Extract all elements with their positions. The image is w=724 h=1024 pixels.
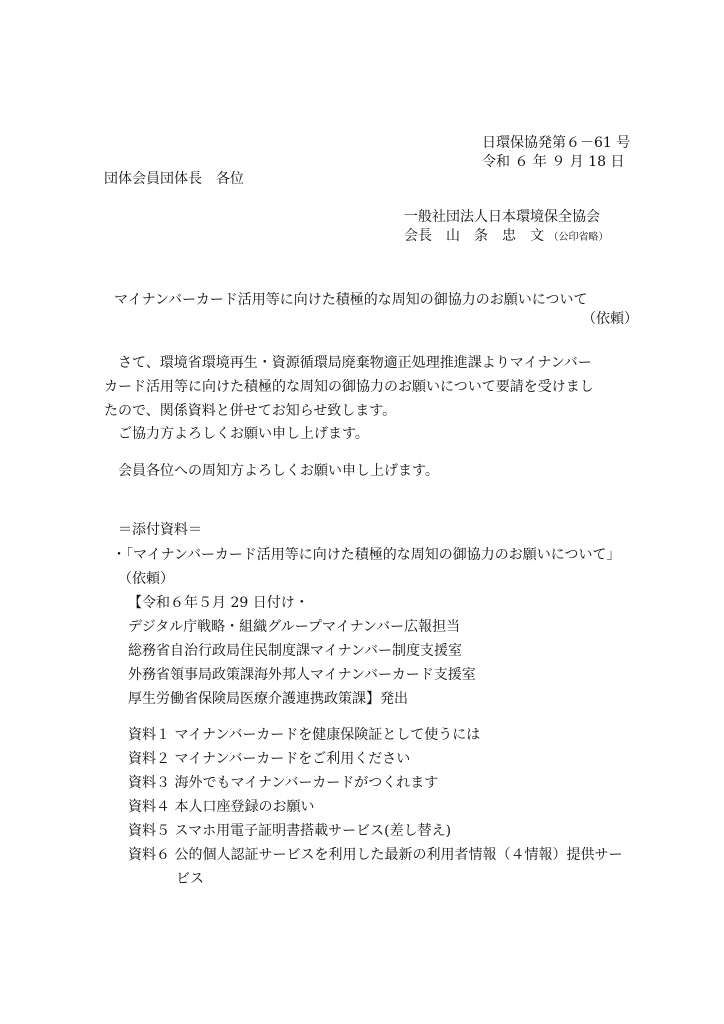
document-title: マイナンバーカード活用等に向けた積極的な周知の御協力のお願いについて <box>114 292 588 308</box>
attachment-line: 【令和６年５月 29 日付け・ <box>128 595 309 611</box>
material-text: マイナンバーカードをご利用ください <box>174 751 411 767</box>
material-text: スマホ用電子証明書搭載サービス(差し替え) <box>174 823 452 839</box>
body-line: たので、関係資料と併せてお知らせ致します。 <box>104 403 397 419</box>
material-text: 公的個人認証サービスを利用した最新の利用者情報（４情報）提供サー <box>174 847 623 863</box>
material-item <box>128 748 410 768</box>
recipient: 団体会員団体長 各位 <box>104 171 244 187</box>
attachments-header: ＝添付資料＝ <box>118 522 202 538</box>
sender-organization: 一般社団法人日本環境保全協会 <box>404 209 600 225</box>
material-label: 資料５ <box>128 823 170 839</box>
body-line: カード活用等に向けた積極的な周知の御協力のお願いについて要請を受けまし <box>104 379 594 395</box>
attachment-line: （依頼） <box>118 571 174 587</box>
material-label: 資料１ <box>128 727 170 743</box>
seal-note: （公印省略） <box>548 232 609 243</box>
sender-signature <box>404 225 608 245</box>
material-item <box>128 724 480 744</box>
attachment-line: ・「マイナンバーカード活用等に向けた積極的な周知の御協力のお願いについて」 <box>112 547 621 563</box>
material-item <box>128 796 314 816</box>
document-title-suffix: （依頼） <box>582 311 638 327</box>
material-text: 海外でもマイナンバーカードがつくれます <box>174 775 439 791</box>
material-item <box>128 820 451 840</box>
document-number: 日環保協発第６－61 号 <box>482 135 631 151</box>
material-text: マイナンバーカードを健康保険証として使うには <box>174 727 481 743</box>
attachment-line: 外務省領事局政策課海外邦人マイナンバーカード支援室 <box>128 667 476 683</box>
attachment-line: 総務省自治行政局住民制度課マイナンバー制度支援室 <box>128 643 463 659</box>
material-text: 本人口座登録のお願い <box>174 799 315 815</box>
material-item <box>128 772 438 792</box>
attachment-line: 厚生労働省保険局医療介護連携政策課】発出 <box>128 691 408 707</box>
material-label: 資料４ <box>128 799 170 815</box>
sender-title: 会長 山 条 忠 文 <box>404 228 544 244</box>
body-line: ご協力方よろしくお願い申し上げます。 <box>118 426 369 442</box>
body-line: 会員各位への周知方よろしくお願い申し上げます。 <box>118 463 439 479</box>
body-line: さて、環境省環境再生・資源循環局廃棄物適正処理推進課よりマイナンバー <box>118 355 592 371</box>
document-date: 令和 ６ 年 ９ 月 18 日 <box>482 154 625 170</box>
material-label: 資料３ <box>128 775 170 791</box>
material-item <box>128 844 622 864</box>
material-label: 資料２ <box>128 751 170 767</box>
attachment-line: デジタル庁戦略・組織グループマイナンバー広報担当 <box>128 619 461 635</box>
material-item-continuation: ビス <box>176 871 204 887</box>
material-label: 資料６ <box>128 847 170 863</box>
